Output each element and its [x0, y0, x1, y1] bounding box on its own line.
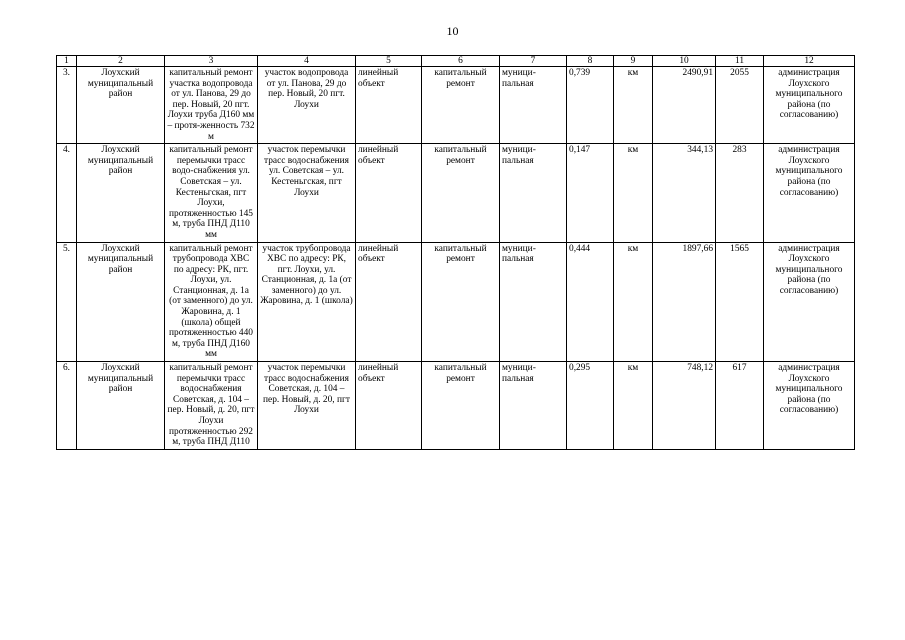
table-row [57, 67, 855, 144]
table-row [57, 362, 855, 450]
column-number: 6 [422, 56, 500, 67]
year-cell: 283 [716, 144, 764, 242]
description-cell: капитальный ремонт трубопровода ХВС по адресу: РК, пгт. Лоухи, ул. Станционная, д. 1а (от заменного) до ул. Жаровина, д. 1 (школа) общей протяженностью 440 м, труба ПНД Д160 мм [165, 242, 258, 362]
work-type-cell: капитальный ремонт [422, 242, 500, 362]
table-row [57, 242, 855, 362]
district-cell: Лоухский муниципальный район [77, 362, 165, 450]
column-number: 4 [258, 56, 356, 67]
column-number: 5 [356, 56, 422, 67]
object-type-cell: линейный объект [356, 362, 422, 450]
object-type-cell: линейный объект [356, 144, 422, 242]
description-cell: капитальный ремонт перемычки трасс водо-снабжения ул. Советская – ул. Кестеньгская, пгт Лоухи, протяженностью 145 м, труба ПНД Д110 мм [165, 144, 258, 242]
ownership-cell: муници-пальная [500, 144, 567, 242]
unit-cell: км [614, 144, 653, 242]
cost-cell: 2490,91 [653, 67, 716, 144]
location-cell: участок трубопровода ХВС по адресу: РК, пгт. Лоухи, ул. Станционная, д. 1а (от заменного) до ул. Жаровина, д. 1 (школа) [258, 242, 356, 362]
work-type-cell: капитальный ремонт [422, 67, 500, 144]
length-cell: 0,739 [567, 67, 614, 144]
column-number: 8 [567, 56, 614, 67]
cost-cell: 344,13 [653, 144, 716, 242]
row-number: 6. [57, 362, 77, 450]
row-number: 4. [57, 144, 77, 242]
column-number-row [57, 56, 855, 67]
location-cell: участок перемычки трасс водоснабжения ул. Советская – ул. Кестеньгская, пгт Лоухи [258, 144, 356, 242]
year-cell: 617 [716, 362, 764, 450]
district-cell: Лоухский муниципальный район [77, 242, 165, 362]
location-cell: участок перемычки трасс водоснабжения Советская, д. 104 – пер. Новый, д. 20, пгт Лоухи [258, 362, 356, 450]
cost-cell: 1897,66 [653, 242, 716, 362]
row-number: 3. [57, 67, 77, 144]
column-number: 12 [764, 56, 855, 67]
ownership-cell: муници-пальная [500, 362, 567, 450]
responsible-cell: администрация Лоухского муниципального района (по согласованию) [764, 362, 855, 450]
district-cell: Лоухский муниципальный район [77, 144, 165, 242]
year-cell: 1565 [716, 242, 764, 362]
column-number: 9 [614, 56, 653, 67]
column-number: 11 [716, 56, 764, 67]
unit-cell: км [614, 67, 653, 144]
unit-cell: км [614, 242, 653, 362]
column-number: 7 [500, 56, 567, 67]
year-cell: 2055 [716, 67, 764, 144]
responsible-cell: администрация Лоухского муниципального района (по согласованию) [764, 144, 855, 242]
length-cell: 0,295 [567, 362, 614, 450]
column-number: 10 [653, 56, 716, 67]
length-cell: 0,444 [567, 242, 614, 362]
column-number: 3 [165, 56, 258, 67]
object-type-cell: линейный объект [356, 242, 422, 362]
responsible-cell: администрация Лоухского муниципального района (по согласованию) [764, 242, 855, 362]
work-type-cell: капитальный ремонт [422, 362, 500, 450]
row-number: 5. [57, 242, 77, 362]
description-cell: капитальный ремонт перемычки трасс водоснабжения Советская, д. 104 – пер. Новый, д. 20, пгт Лоухи протяженностью 292 м, труба ПНД Д110 [165, 362, 258, 450]
unit-cell: км [614, 362, 653, 450]
ownership-cell: муници-пальная [500, 242, 567, 362]
description-cell: капитальный ремонт участка водопровода от ул. Панова, 29 до пер. Новый, 20 пгт. Лоухи труба Д160 мм – протя-женность 732 м [165, 67, 258, 144]
location-cell: участок водопровода от ул. Панова, 29 до пер. Новый, 20 пгт. Лоухи [258, 67, 356, 144]
responsible-cell: администрация Лоухского муниципального района (по согласованию) [764, 67, 855, 144]
ownership-cell: муници-пальная [500, 67, 567, 144]
column-number: 1 [57, 56, 77, 67]
length-cell: 0,147 [567, 144, 614, 242]
register-table [56, 55, 855, 450]
page-number: 10 [446, 24, 459, 38]
object-type-cell: линейный объект [356, 67, 422, 144]
district-cell: Лоухский муниципальный район [77, 67, 165, 144]
work-type-cell: капитальный ремонт [422, 144, 500, 242]
cost-cell: 748,12 [653, 362, 716, 450]
column-number: 2 [77, 56, 165, 67]
table-row [57, 144, 855, 242]
